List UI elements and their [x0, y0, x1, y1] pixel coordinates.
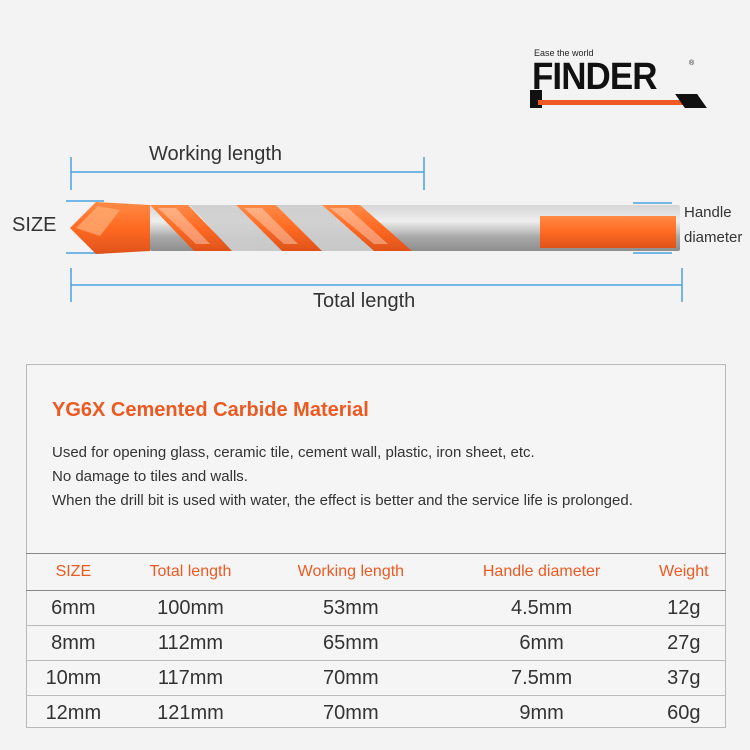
- cell-working-length: 70mm: [260, 661, 441, 696]
- table-row: [26, 696, 726, 731]
- material-title: YG6X Cemented Carbide Material: [52, 399, 369, 421]
- size-label: SIZE: [12, 214, 57, 236]
- description-line: When the drill bit is used with water, the effect is better and the service life is prolonged.: [52, 492, 633, 509]
- handle-diameter-label-line1: Handle: [684, 204, 732, 221]
- cell-weight: 37g: [642, 661, 726, 696]
- cell-weight: 27g: [642, 626, 726, 661]
- description-text: [52, 441, 633, 513]
- cell-size: 6mm: [26, 591, 121, 626]
- description-line: Used for opening glass, ceramic tile, cement wall, plastic, iron sheet, etc.: [52, 444, 535, 461]
- cell-size: 12mm: [45, 701, 102, 724]
- drill-bit-diagram: [0, 0, 750, 340]
- cell-size: 8mm: [26, 626, 121, 661]
- header-total-length: Total length: [121, 554, 260, 591]
- drill-handle-flat: [540, 216, 676, 248]
- cell-total-length: 112mm: [121, 626, 260, 661]
- table-row: [26, 626, 726, 661]
- brand-registered-mark: ®: [689, 60, 695, 67]
- description-line: No damage to tiles and walls.: [52, 468, 248, 485]
- header-weight: Weight: [642, 554, 726, 591]
- cell-handle-diameter: 9mm: [519, 701, 564, 724]
- working-length-label: Working length: [149, 143, 283, 165]
- cell-working-length: 70mm: [323, 701, 379, 724]
- cell-total-length: 121mm: [157, 701, 224, 724]
- cell-working-length: 53mm: [260, 591, 441, 626]
- cell-weight: 12g: [642, 591, 726, 626]
- cell-handle-diameter: 7.5mm: [442, 661, 642, 696]
- table-header-row: [26, 554, 726, 591]
- cell-handle-diameter: 4.5mm: [442, 591, 642, 626]
- spec-table: [26, 553, 726, 730]
- header-handle-diameter: Handle diameter: [442, 554, 642, 591]
- cell-handle-diameter: 6mm: [442, 626, 642, 661]
- header-size: SIZE: [26, 554, 121, 591]
- handle-diameter-label: [684, 200, 742, 250]
- header-working-length: Working length: [260, 554, 441, 591]
- table-row: [26, 591, 726, 626]
- cell-total-length: 100mm: [121, 591, 260, 626]
- brand-tagline: Ease the world: [534, 48, 594, 58]
- cell-size: 10mm: [26, 661, 121, 696]
- cell-total-length: 117mm: [121, 661, 260, 696]
- brand-name: FINDER: [532, 56, 657, 98]
- cell-weight: 60g: [667, 701, 701, 724]
- handle-diameter-label-line2: diameter: [684, 229, 743, 246]
- total-length-label: Total length: [313, 290, 416, 312]
- table-row: [26, 661, 726, 696]
- cell-working-length: 65mm: [260, 626, 441, 661]
